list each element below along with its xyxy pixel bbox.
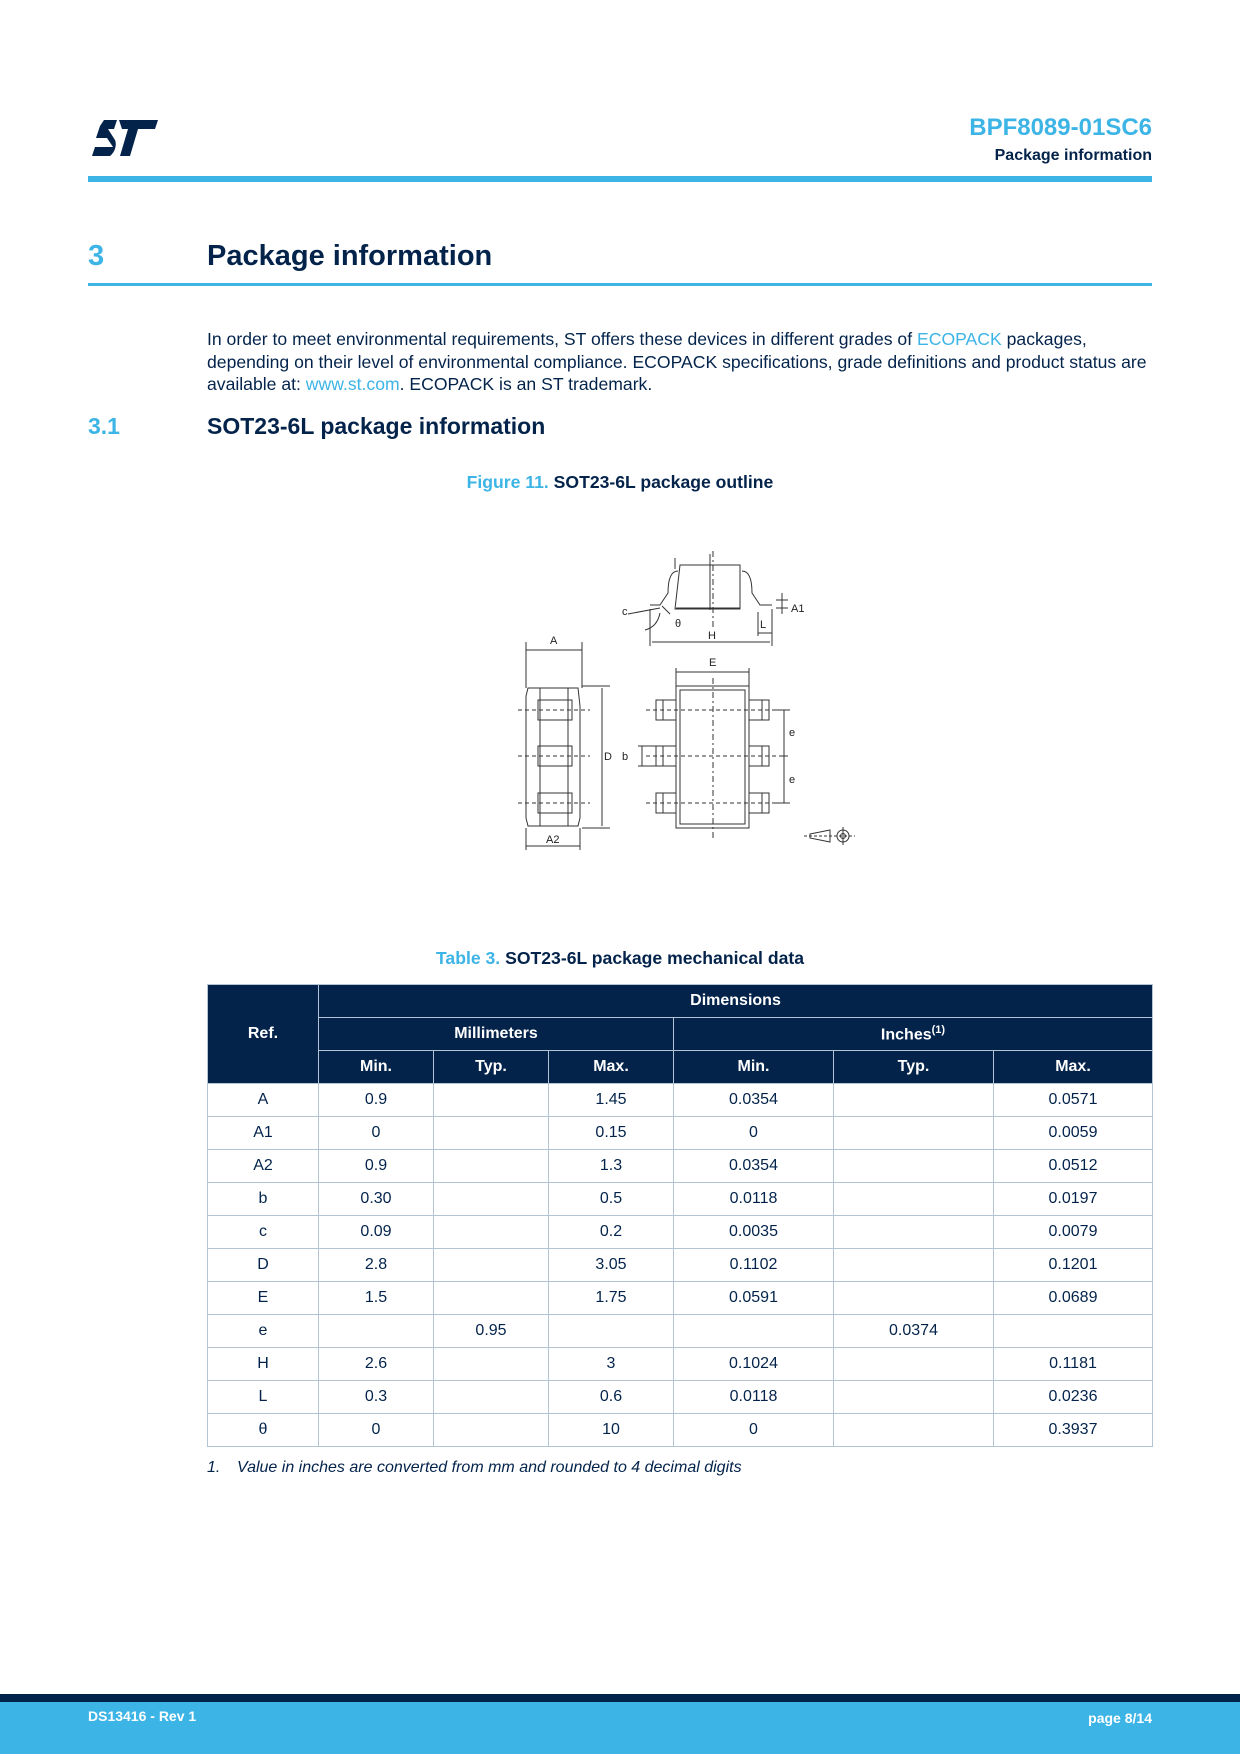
table-cell — [319, 1315, 434, 1348]
table-cell: 0.0118 — [674, 1183, 834, 1216]
table-cell: 0.5 — [549, 1183, 674, 1216]
table-cell: 0.0354 — [674, 1150, 834, 1183]
header-inches: Inches — [880, 1026, 932, 1044]
dim-label-H: H — [708, 630, 716, 642]
table-cell: 3 — [549, 1348, 674, 1381]
footer-page-number: page 8/14 — [1088, 1710, 1152, 1726]
table-cell: 0.0079 — [994, 1216, 1153, 1249]
table-cell: 3.05 — [549, 1249, 674, 1282]
table-cell: 1.3 — [549, 1150, 674, 1183]
st-logo — [88, 118, 158, 158]
footer-doc-id: DS13416 - Rev 1 — [88, 1708, 197, 1724]
section-number: 3 — [88, 240, 105, 272]
table-row — [208, 1216, 1153, 1249]
table-cell: 0.6 — [549, 1381, 674, 1414]
side-view — [622, 551, 804, 646]
table-row — [208, 1381, 1153, 1414]
dim-label-A2: A2 — [546, 834, 560, 846]
section-divider — [88, 283, 1152, 286]
table-cell — [834, 1282, 994, 1315]
table-cell — [994, 1315, 1153, 1348]
table-cell: 2.8 — [319, 1249, 434, 1282]
projection-symbol-icon — [804, 827, 855, 845]
table-cell — [549, 1315, 674, 1348]
dim-label-E: E — [709, 657, 717, 669]
header-divider — [88, 176, 1152, 182]
inches-footnote-ref: (1) — [931, 1023, 946, 1036]
table-cell: 0.95 — [434, 1315, 549, 1348]
table-cell: 0.1201 — [994, 1249, 1153, 1282]
table-row — [208, 1150, 1153, 1183]
intro-paragraph — [207, 328, 1155, 396]
dim-label-e-lower: e — [789, 774, 796, 786]
table-cell — [434, 1183, 549, 1216]
table-cell: 10 — [549, 1414, 674, 1447]
table-cell: 0 — [674, 1414, 834, 1447]
header-mm-min: Min. — [319, 1051, 434, 1084]
document-title: BPF8089-01SC6 — [969, 114, 1152, 141]
header-ref: Ref. — [208, 985, 319, 1084]
table-cell: 0 — [319, 1117, 434, 1150]
table-cell: A2 — [208, 1150, 319, 1183]
ecopack-link[interactable]: ECOPACK — [917, 329, 1002, 349]
table-cell — [434, 1414, 549, 1447]
table-cell: 2.6 — [319, 1348, 434, 1381]
table-cell: e — [208, 1315, 319, 1348]
table-row — [208, 1414, 1153, 1447]
table-cell: θ — [208, 1414, 319, 1447]
table-cell — [834, 1414, 994, 1447]
intro-text-3: . ECOPACK is an ST trademark. — [399, 374, 653, 394]
table-row — [208, 1084, 1153, 1117]
table-cell: E — [208, 1282, 319, 1315]
table-cell: 0.0512 — [994, 1150, 1153, 1183]
package-outline-drawing — [510, 548, 860, 858]
table-cell: 0.0354 — [674, 1084, 834, 1117]
table-cell: b — [208, 1183, 319, 1216]
table-cell — [834, 1348, 994, 1381]
st-website-link[interactable]: www.st.com — [305, 374, 400, 394]
table-cell: 0.0059 — [994, 1117, 1153, 1150]
mechanical-data-table — [207, 984, 1153, 1447]
dim-label-theta: θ — [675, 618, 682, 630]
table-cell — [834, 1084, 994, 1117]
table-cell — [674, 1315, 834, 1348]
table-cell — [834, 1183, 994, 1216]
table-cell: 0.0591 — [674, 1282, 834, 1315]
dim-label-A: A — [550, 635, 558, 647]
table-cell: 1.5 — [319, 1282, 434, 1315]
footnote-text: Value in inches are converted from mm and rounded to 4 decimal digits — [237, 1459, 742, 1476]
header-mm-max: Max. — [549, 1051, 674, 1084]
figure-caption — [0, 472, 1240, 493]
table-cell: 0.0571 — [994, 1084, 1153, 1117]
table-cell — [434, 1249, 549, 1282]
table-cell: H — [208, 1348, 319, 1381]
table-row — [208, 1348, 1153, 1381]
table-cell: 0.9 — [319, 1084, 434, 1117]
table-cell: 0.09 — [319, 1216, 434, 1249]
dim-label-b: b — [622, 751, 629, 763]
table-cell: 0.3937 — [994, 1414, 1153, 1447]
header-dimensions: Dimensions — [319, 985, 1153, 1018]
table-caption — [0, 948, 1240, 969]
table-cell: 0.1181 — [994, 1348, 1153, 1381]
dim-label-L: L — [760, 619, 767, 631]
header-in-min: Min. — [674, 1051, 834, 1084]
table-cell: 0.2 — [549, 1216, 674, 1249]
table-cell: 0 — [674, 1117, 834, 1150]
table-cell: 0 — [319, 1414, 434, 1447]
subsection-number: 3.1 — [88, 413, 120, 439]
table-cell: c — [208, 1216, 319, 1249]
footnote-number: 1. — [207, 1459, 221, 1476]
table-cell: 0.0035 — [674, 1216, 834, 1249]
table-row — [208, 1315, 1153, 1348]
table-cell: 0.15 — [549, 1117, 674, 1150]
end-view — [518, 635, 612, 850]
table-cell: A — [208, 1084, 319, 1117]
table-cell: 0.0374 — [834, 1315, 994, 1348]
document-subtitle: Package information — [994, 147, 1152, 164]
header-in-typ: Typ. — [834, 1051, 994, 1084]
table-cell: 0.3 — [319, 1381, 434, 1414]
table-cell: A1 — [208, 1117, 319, 1150]
table-cell: 0.1102 — [674, 1249, 834, 1282]
table-cell: 0.0236 — [994, 1381, 1153, 1414]
intro-text-1: In order to meet environmental requirements, ST offers these devices in different grades of — [207, 329, 917, 349]
dim-label-A1: A1 — [791, 603, 805, 615]
figure-label: Figure 11. — [466, 472, 549, 492]
table-row — [208, 1282, 1153, 1315]
table-cell — [834, 1381, 994, 1414]
table-cell: L — [208, 1381, 319, 1414]
dim-label-c: c — [622, 606, 628, 618]
table-cell: 0.9 — [319, 1150, 434, 1183]
table-cell — [434, 1381, 549, 1414]
table-row — [208, 1249, 1153, 1282]
table-cell: 0.0197 — [994, 1183, 1153, 1216]
dim-label-D: D — [604, 751, 612, 763]
footer-dark-stripe — [0, 1694, 1240, 1702]
table-cell — [834, 1216, 994, 1249]
table-cell: 1.75 — [549, 1282, 674, 1315]
table-cell — [834, 1249, 994, 1282]
header-inches-cell — [674, 1018, 1153, 1051]
header-mm-typ: Typ. — [434, 1051, 549, 1084]
table-row — [208, 1183, 1153, 1216]
dim-label-e-upper: e — [789, 727, 796, 739]
header-millimeters: Millimeters — [319, 1018, 674, 1051]
table-cell: 0.1024 — [674, 1348, 834, 1381]
table-cell: 0.30 — [319, 1183, 434, 1216]
table-label: Table 3. — [435, 948, 501, 968]
table-cell: D — [208, 1249, 319, 1282]
table-cell — [434, 1084, 549, 1117]
subsection-title: SOT23-6L package information — [207, 413, 546, 439]
section-title: Package information — [207, 240, 493, 272]
top-view — [622, 657, 795, 840]
table-cell — [834, 1117, 994, 1150]
table-footnote — [207, 1459, 742, 1477]
table-title: SOT23-6L package mechanical data — [505, 948, 804, 968]
table-cell: 0.0689 — [994, 1282, 1153, 1315]
figure-title: SOT23-6L package outline — [553, 472, 774, 492]
table-cell: 1.45 — [549, 1084, 674, 1117]
table-cell — [434, 1117, 549, 1150]
header-in-max: Max. — [994, 1051, 1153, 1084]
table-cell — [434, 1150, 549, 1183]
table-cell — [434, 1348, 549, 1381]
table-cell — [434, 1216, 549, 1249]
table-cell — [434, 1282, 549, 1315]
table-cell — [834, 1150, 994, 1183]
table-cell: 0.0118 — [674, 1381, 834, 1414]
intro-text-2: packages, depending on their level of environmental compliance. ECOPACK specifications, grade definitions and product status are available at: — [207, 329, 1147, 394]
table-row — [208, 1117, 1153, 1150]
